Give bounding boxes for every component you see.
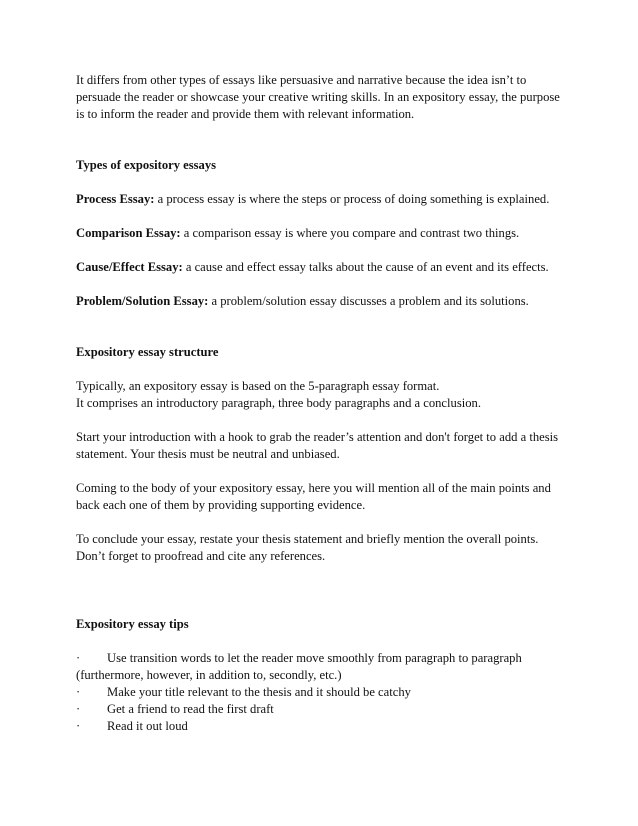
tip-item [76,701,576,718]
bullet-dot-icon: · [76,719,81,733]
type-term: Process Essay: [76,192,155,206]
type-item-cause-effect [76,259,576,276]
structure-paragraph-1 [76,378,576,412]
tip-text: Use transition words to let the reader move smoothly from paragraph to paragraph [107,651,522,665]
structure-line: Coming to the body of your expository essay, here you will mention all of the main points and [76,481,551,495]
type-text: a problem/solution essay discusses a problem and its solutions. [208,294,529,308]
tip-text: Get a friend to read the first draft [107,702,274,716]
intro-paragraph [76,72,576,123]
tip-continuation: (furthermore, however, in addition to, secondly, etc.) [76,668,342,682]
structure-line: back each one of them by providing supporting evidence. [76,498,366,512]
structure-paragraph-4 [76,531,576,565]
structure-line: Typically, an expository essay is based on the 5-paragraph essay format. [76,379,440,393]
bullet-dot-icon: · [76,702,81,716]
structure-heading: Expository essay structure [76,345,219,359]
type-term: Problem/Solution Essay: [76,294,209,308]
type-item-process [76,191,576,208]
intro-line: persuade the reader or showcase your creative writing skills. In an expository essay, the purpose [76,90,560,104]
type-text: a process essay is where the steps or process of doing something is explained. [154,192,550,206]
tip-item [76,718,576,735]
type-text: a comparison essay is where you compare and contrast two things. [180,226,520,240]
structure-line: It comprises an introductory paragraph, three body paragraphs and a conclusion. [76,396,481,410]
type-text: a cause and effect essay talks about the cause of an event and its effects. [182,260,549,274]
structure-line: Start your introduction with a hook to grab the reader’s attention and don't forget to add a thesis [76,430,559,444]
intro-line: It differs from other types of essays like persuasive and narrative because the idea isn’t to [76,73,527,87]
bullet-dot-icon: · [76,685,81,699]
structure-line: Don’t forget to proofread and cite any references. [76,549,326,563]
bullet-dot-icon: · [76,651,81,665]
structure-line: statement. Your thesis must be neutral and unbiased. [76,447,340,461]
type-item-comparison [76,225,576,242]
structure-paragraph-3 [76,480,576,514]
tips-list [76,650,576,735]
tip-item [76,650,576,667]
structure-paragraph-2 [76,429,576,463]
tip-text: Read it out loud [107,719,188,733]
tips-heading: Expository essay tips [76,617,189,631]
document-page [76,72,576,735]
type-item-problem-solution [76,293,576,310]
type-term: Comparison Essay: [76,226,181,240]
types-heading: Types of expository essays [76,158,217,172]
intro-line: is to inform the reader and provide them with relevant information. [76,107,415,121]
type-term: Cause/Effect Essay: [76,260,183,274]
tip-item [76,684,576,701]
structure-line: To conclude your essay, restate your thesis statement and briefly mention the overall points. [76,532,539,546]
tip-text: Make your title relevant to the thesis and it should be catchy [107,685,411,699]
